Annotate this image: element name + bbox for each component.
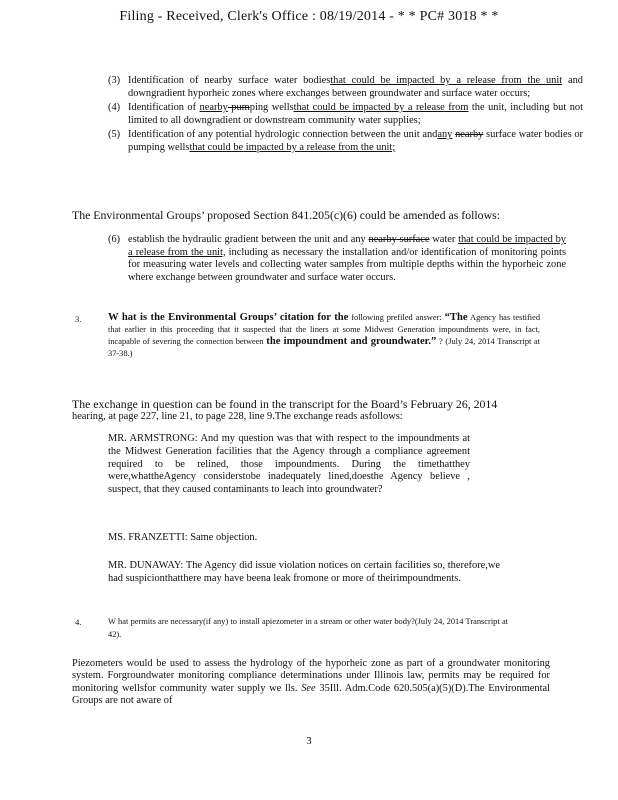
inserted-text: that could be impacted by a release from the unit [330, 75, 563, 86]
transcript-quote-armstrong: MR. ARMSTRONG: And my question was that with respect to the impoundments at the Midwest Generation facilities that the Agency through a compliance agreement required to be relined, those impoundments. During the timethatthey were,whattheAgency considerstobe inadequately lined,doesthe Agency believe , suspect, that they caused contaminants to leach into groundwater? [108, 433, 470, 496]
inserted-text: that could be impacted by a release from [293, 102, 469, 114]
amendment-intro: The Environmental Groups’ proposed Section 841.205(c)(6) could be amended as follows: [72, 208, 500, 222]
amended-list-a [72, 75, 583, 155]
amended-item-6: (6) establish the hydraulic gradient between the unit and any nearby surface water that could be impacted by a release from the unit, including as necessary the installation and/or identification of monitoring points for measuring water levels and collecting water samples from multiple depths within the hyporheic zone where exchange between groundwater and surface water occurs. [108, 234, 567, 283]
answer-paragraph-2: Piezometers would be used to assess the hydrology of the hyporheic zone as part of a groundwater monitoring system. Forgroundwater monitoring compliance determinations under Illinois law, permits may be required for monitoring wellsfor community water supply we lls. See 35Ill. Adm.Code 620.505(a)(5)(D).The Environmental Groups are not aware of [72, 658, 550, 707]
list-item-3: (3) Identification of nearby surface water bodiesthat could be impacted by a release from the unit and downgradient hyporheic zones where exchanges between groundwater and surface water occurs; [108, 75, 583, 99]
filing-header: Filing - Received, Clerk's Office : 08/19/2014 - * * PC# 3018 * * [119, 9, 499, 24]
question-3-number: 3. [75, 314, 82, 324]
transcript-quote-franzetti: MS. FRANZETTI: Same objection. [108, 532, 258, 543]
page-number: 3 [306, 736, 312, 747]
question-3: W hat is the Environmental Groups’ citation for the following prefiled answer: “The Agency has testified that earlier in this proceeding that it suspected that the liners at some Midwest Generation impoundments were, in fact, incapable of severing the connection between the impoundment and groundwater.” ? (July 24, 2014 Transcript at 37-38.) [108, 312, 541, 358]
deleted-text: nearby [368, 234, 397, 245]
question-4: W hat permits are necessary(if any) to install apiezometer in a stream or other water body?(July 24, 2014 Transcript at 42). [108, 617, 508, 639]
inserted-text: that could be impacted by a release from the unit; [189, 141, 396, 153]
deleted-text: nearby [455, 129, 484, 141]
answer-paragraph-1: The exchange in question can be found in the transcript for the Board’s February 26, 2014 hearing, at page 227, line 21, to page 228, line 9.The exchange reads asfollows: [72, 397, 498, 422]
transcript-quote-dunaway: MR. DUNAWAY: The Agency did issue violation notices on certain facilities so, therefore,we had suspicionthatthere may have beena leak fromone or more of theirimpoundments. [108, 560, 500, 584]
deleted-text: pum [227, 102, 250, 114]
list-item-4: (4) Identification of nearby pumping wellsthat could be impacted by a release from the unit, including but not limited to all downgradient or downstream community water supplies; [108, 102, 584, 126]
inserted-text: that could be impacted by a release from the unit, [128, 234, 567, 258]
list-item-5: (5) Identification of any potential hydrologic connection between the unit andany nearby surface water bodies or pumping wellsthat could be impacted by a release from the unit; [108, 129, 583, 153]
question-4-number: 4. [75, 617, 82, 627]
